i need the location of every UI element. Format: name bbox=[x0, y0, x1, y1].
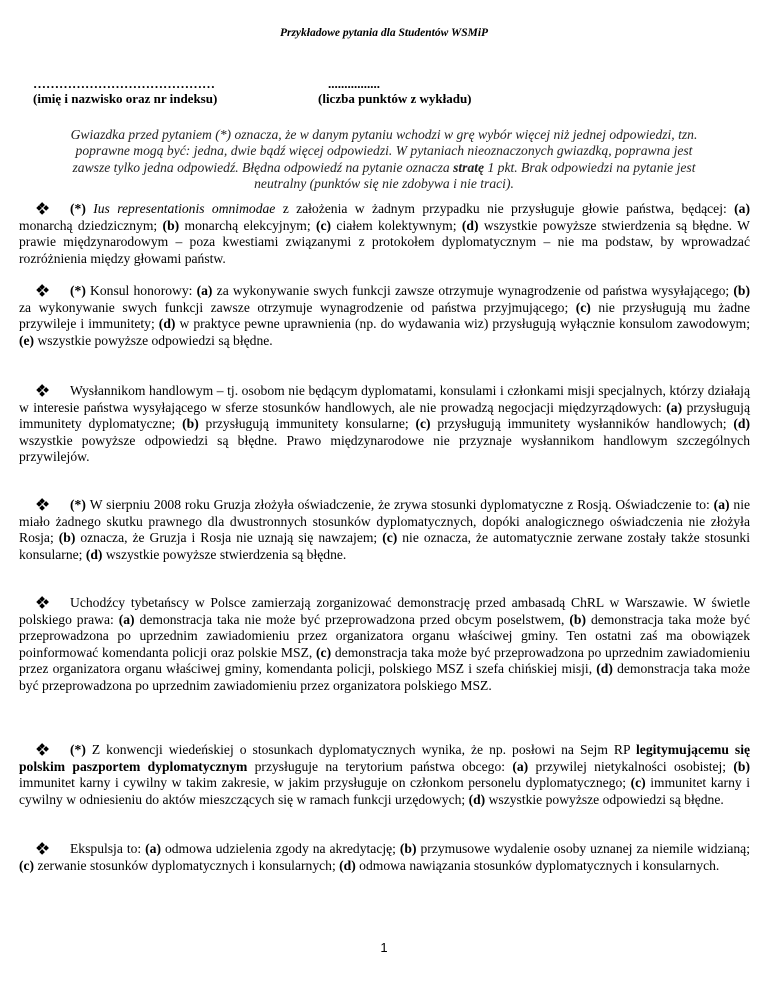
question-5: Uchodźcy tybetańscy w Polsce zamierzają zorganizować demonstrację przed ambasadą ChRL w Warszawie. W świetle polskiego prawa: (a) demonstracja taka nie może być przeprowadzona przed obcym poselstwem, (b) demonstracja taka może być przeprowadzona po uprzednim zawiadomieniu przez organizatora organu właściwej gminy. Ten ostatni zaś ma obowiązek poinformować komendanta policji oraz polskie MSZ, (c) demonstracja taka może być przeprowadzona po uprzednim zawiadomieniu przez organizatora organu właściwej gminy, komendanta policji, polskiego MSZ i szefa chińskiej misji, (d) demonstracja taka może być przeprowadzona po uprzednim zawiadomieniu przez organizatora polskiego MSZ. bbox=[19, 595, 750, 693]
question-7: Ekspulsja to: (a) odmowa udzielenia zgody na akredytację; (b) przymusowe wydalenie osoby uznanej za niemile widzianą; (c) zerwanie stosunków dyplomatycznych i konsularnych; (d) odmowa nawiązania stosunków dyplomatycznych i konsularnych. bbox=[19, 841, 750, 873]
name-label: (imię i nazwisko oraz nr indeksu) bbox=[33, 91, 218, 106]
bullet-diamond-icon bbox=[37, 385, 48, 396]
question-1: (*) Ius representationis omnimodae z założenia w żadnym przypadku nie przysługuje głowie państwa, będącej: (a) monarchą dziedzicznym; (b) monarchą elekcyjnym; (c) ciałem kolektywnym; (d) wszystkie powyższe stwierdzenia są błędne. W prawie międzynarodowym – poza kwestiami związanymi z protokołem dyplomatycznym – nie ma podstaw, by wprowadzać rozróżnienia między głowami państw. bbox=[19, 201, 750, 266]
question-2: (*) Konsul honorowy: (a) za wykonywanie swych funkcji zawsze otrzymuje wynagrodzenie od państwa wysyłającego; (b) za wykonywanie swych funkcji zawsze otrzymuje wynagrodzenie od państwa przyjmującego; (c) nie przysługują mu żadne przywileje i immunitety; (d) w praktyce pewne uprawnienia (np. do wydawania wiz) przysługują wyłącznie konsulom zawodowym; (e) wszystkie powyższe odpowiedzi są błędne. bbox=[19, 283, 750, 348]
bullet-diamond-icon bbox=[37, 843, 48, 854]
document-header: Przykładowe pytania dla Studentów WSMiP bbox=[279, 27, 489, 39]
page-number: 1 bbox=[380, 940, 388, 955]
points-dots: ................ bbox=[328, 76, 380, 91]
question-3: Wysłannikom handlowym – tj. osobom nie będącym dyplomatami, konsulami i członkami misji specjalnych, którzy działają w interesie państwa wysyłającego w sferze stosunków handlowych, ale nie prowadzą negocjacji międzyrządowych: (a) przysługują immunitety dyplomatyczne; (b) przysługują immunitety konsularne; (c) przysługują immunitety wysłanników handlowych; (d) wszystkie powyższe odpowiedzi są błędne. Prawo międzynarodowe nie przyznaje wysłannikom handlowym szczególnych przywilejów. bbox=[19, 383, 751, 464]
bullet-diamond-icon bbox=[37, 597, 48, 608]
question-6: (*) Z konwencji wiedeńskiej o stosunkach dyplomatycznych wynika, że np. posłowi na Sejm RP legitymującemu się polskim paszportem dyplomatycznym przysługuje na terytorium państwa obcego: (a) przywilej nietykalności osobistej; (b) immunitet karny i cywilny w takim zakresie, w jakim przysługuje on członkom personelu dyplomatycznego; (c) immunitet karny i cywilny w odniesieniu do aktów mieszczących się w ramach funkcji urzędowych; (d) wszystkie powyższe odpowiedzi są błędne. bbox=[19, 742, 751, 807]
name-dots: …………………………………… bbox=[33, 76, 215, 91]
bullet-diamond-icon bbox=[37, 203, 48, 214]
points-label: (liczba punktów z wykładu) bbox=[318, 91, 472, 106]
penalty-emphasis: stratę bbox=[453, 159, 485, 175]
bullet-diamond-icon bbox=[37, 499, 48, 510]
instructions-paragraph: Gwiazdka przed pytaniem (*) oznacza, że w danym pytaniu wchodzi w grę wybór więcej niż jednej odpowiedzi, tzn. poprawne mogą być: jedna, dwie bądź więcej odpowiedzi. W pytaniach nieoznaczonych gwiazdką, poprawna jest zawsze tylko jedna odpowiedź. Błędna odpowiedź na pytanie oznacza stratę 1 pkt. Brak odpowiedzi na pytanie jest neutralny (punktów się nie zdobywa i nie traci). bbox=[70, 127, 698, 192]
question-4: (*) W sierpniu 2008 roku Gruzja złożyła oświadczenie, że zrywa stosunki dyplomatyczne z Rosją. Oświadczenie to: (a) nie miało żadnego skutku prawnego dla dwustronnych stosunków dyplomatycznych, dopóki analogicznego oświadczenia nie złożyła Rosja; (b) oznacza, że Gruzja i Rosja nie uznają się nawzajem; (c) nie oznacza, że automatycznie zerwane zostały także stosunki konsularne; (d) wszystkie powyższe stwierdzenia są błędne. bbox=[19, 497, 751, 562]
bullet-diamond-icon bbox=[37, 285, 48, 296]
bullet-diamond-icon bbox=[37, 744, 48, 755]
